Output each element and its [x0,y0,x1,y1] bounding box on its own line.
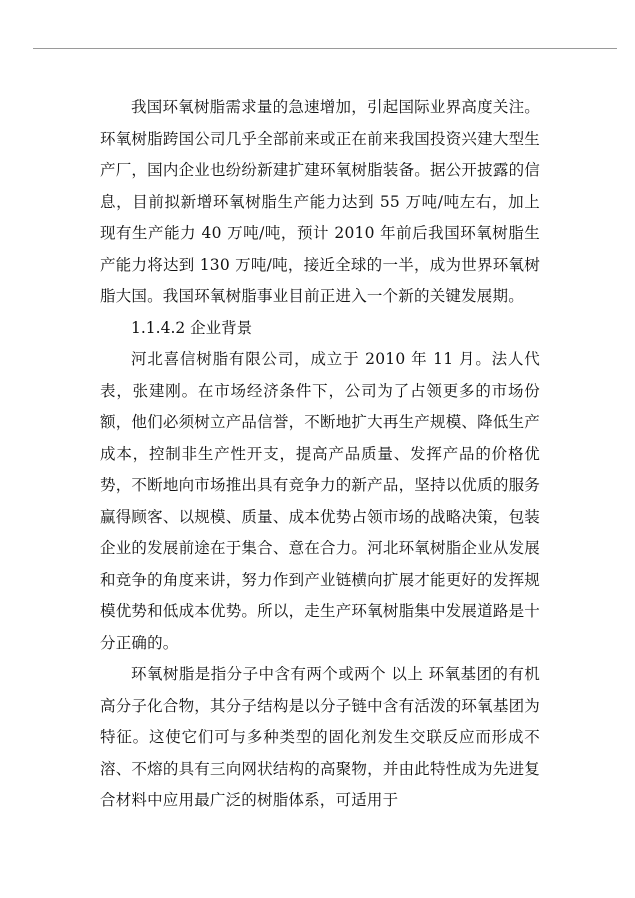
document-body [100,92,540,817]
paragraph-epoxy-demand: 我国环氧树脂需求量的急速增加，引起国际业界高度关注。环氧树脂跨国公司几乎全部前来或正在前来我国投资兴建大型生产厂，国内企业也纷纷新建扩建环氧树脂装备。据公开披露的信息，目前拟新增环氧树脂生产能力达到 55 万吨/吨左右，加上现有生产能力 40 万吨/吨，预计 2010 年前后我国环氧树脂生产能力将达到 130 万吨/吨，接近全球的一半，成为世界环氧树脂大国。我国环氧树脂事业目前正进入一个新的关键发展期。 [100,98,540,305]
header-rule [33,48,617,49]
paragraph-company-intro: 河北喜信树脂有限公司，成立于 2010 年 11 月。法人代表，张建刚。在市场经济条件下，公司为了占领更多的市场份额，他们必须树立产品信誉，不断地扩大再生产规模、降低生产成本，控制非生产性开支，提高产品质量、发挥产品的价格优势，不断地向市场推出具有竞争力的新产品，坚持以优质的服务赢得顾客、以规模、质量、成本优势占领市场的战略决策，包装企业的发展前途在于集合、意在合力。河北环氧树脂企业从发展和竞争的角度来讲，努力作到产业链横向扩展才能更好的发挥规模优势和低成本优势。所以，走生产环氧树脂集中发展道路是十分正确的。 [100,350,540,652]
paragraph-epoxy-definition: 环氧树脂是指分子中含有两个或两个 以上 环氧基团的有机高分子化合物，其分子结构是以分子链中含有活泼的环氧基团为特征。这使它们可与多种类型的固化剂发生交联反应而形成不溶、不熔的具有三向网状结构的高聚物，并由此特性成为先进复合材料中应用最广泛的树脂体系，可适用于 [100,665,540,809]
section-heading-company-background: 1.1.4.2 企业背景 [131,318,253,337]
